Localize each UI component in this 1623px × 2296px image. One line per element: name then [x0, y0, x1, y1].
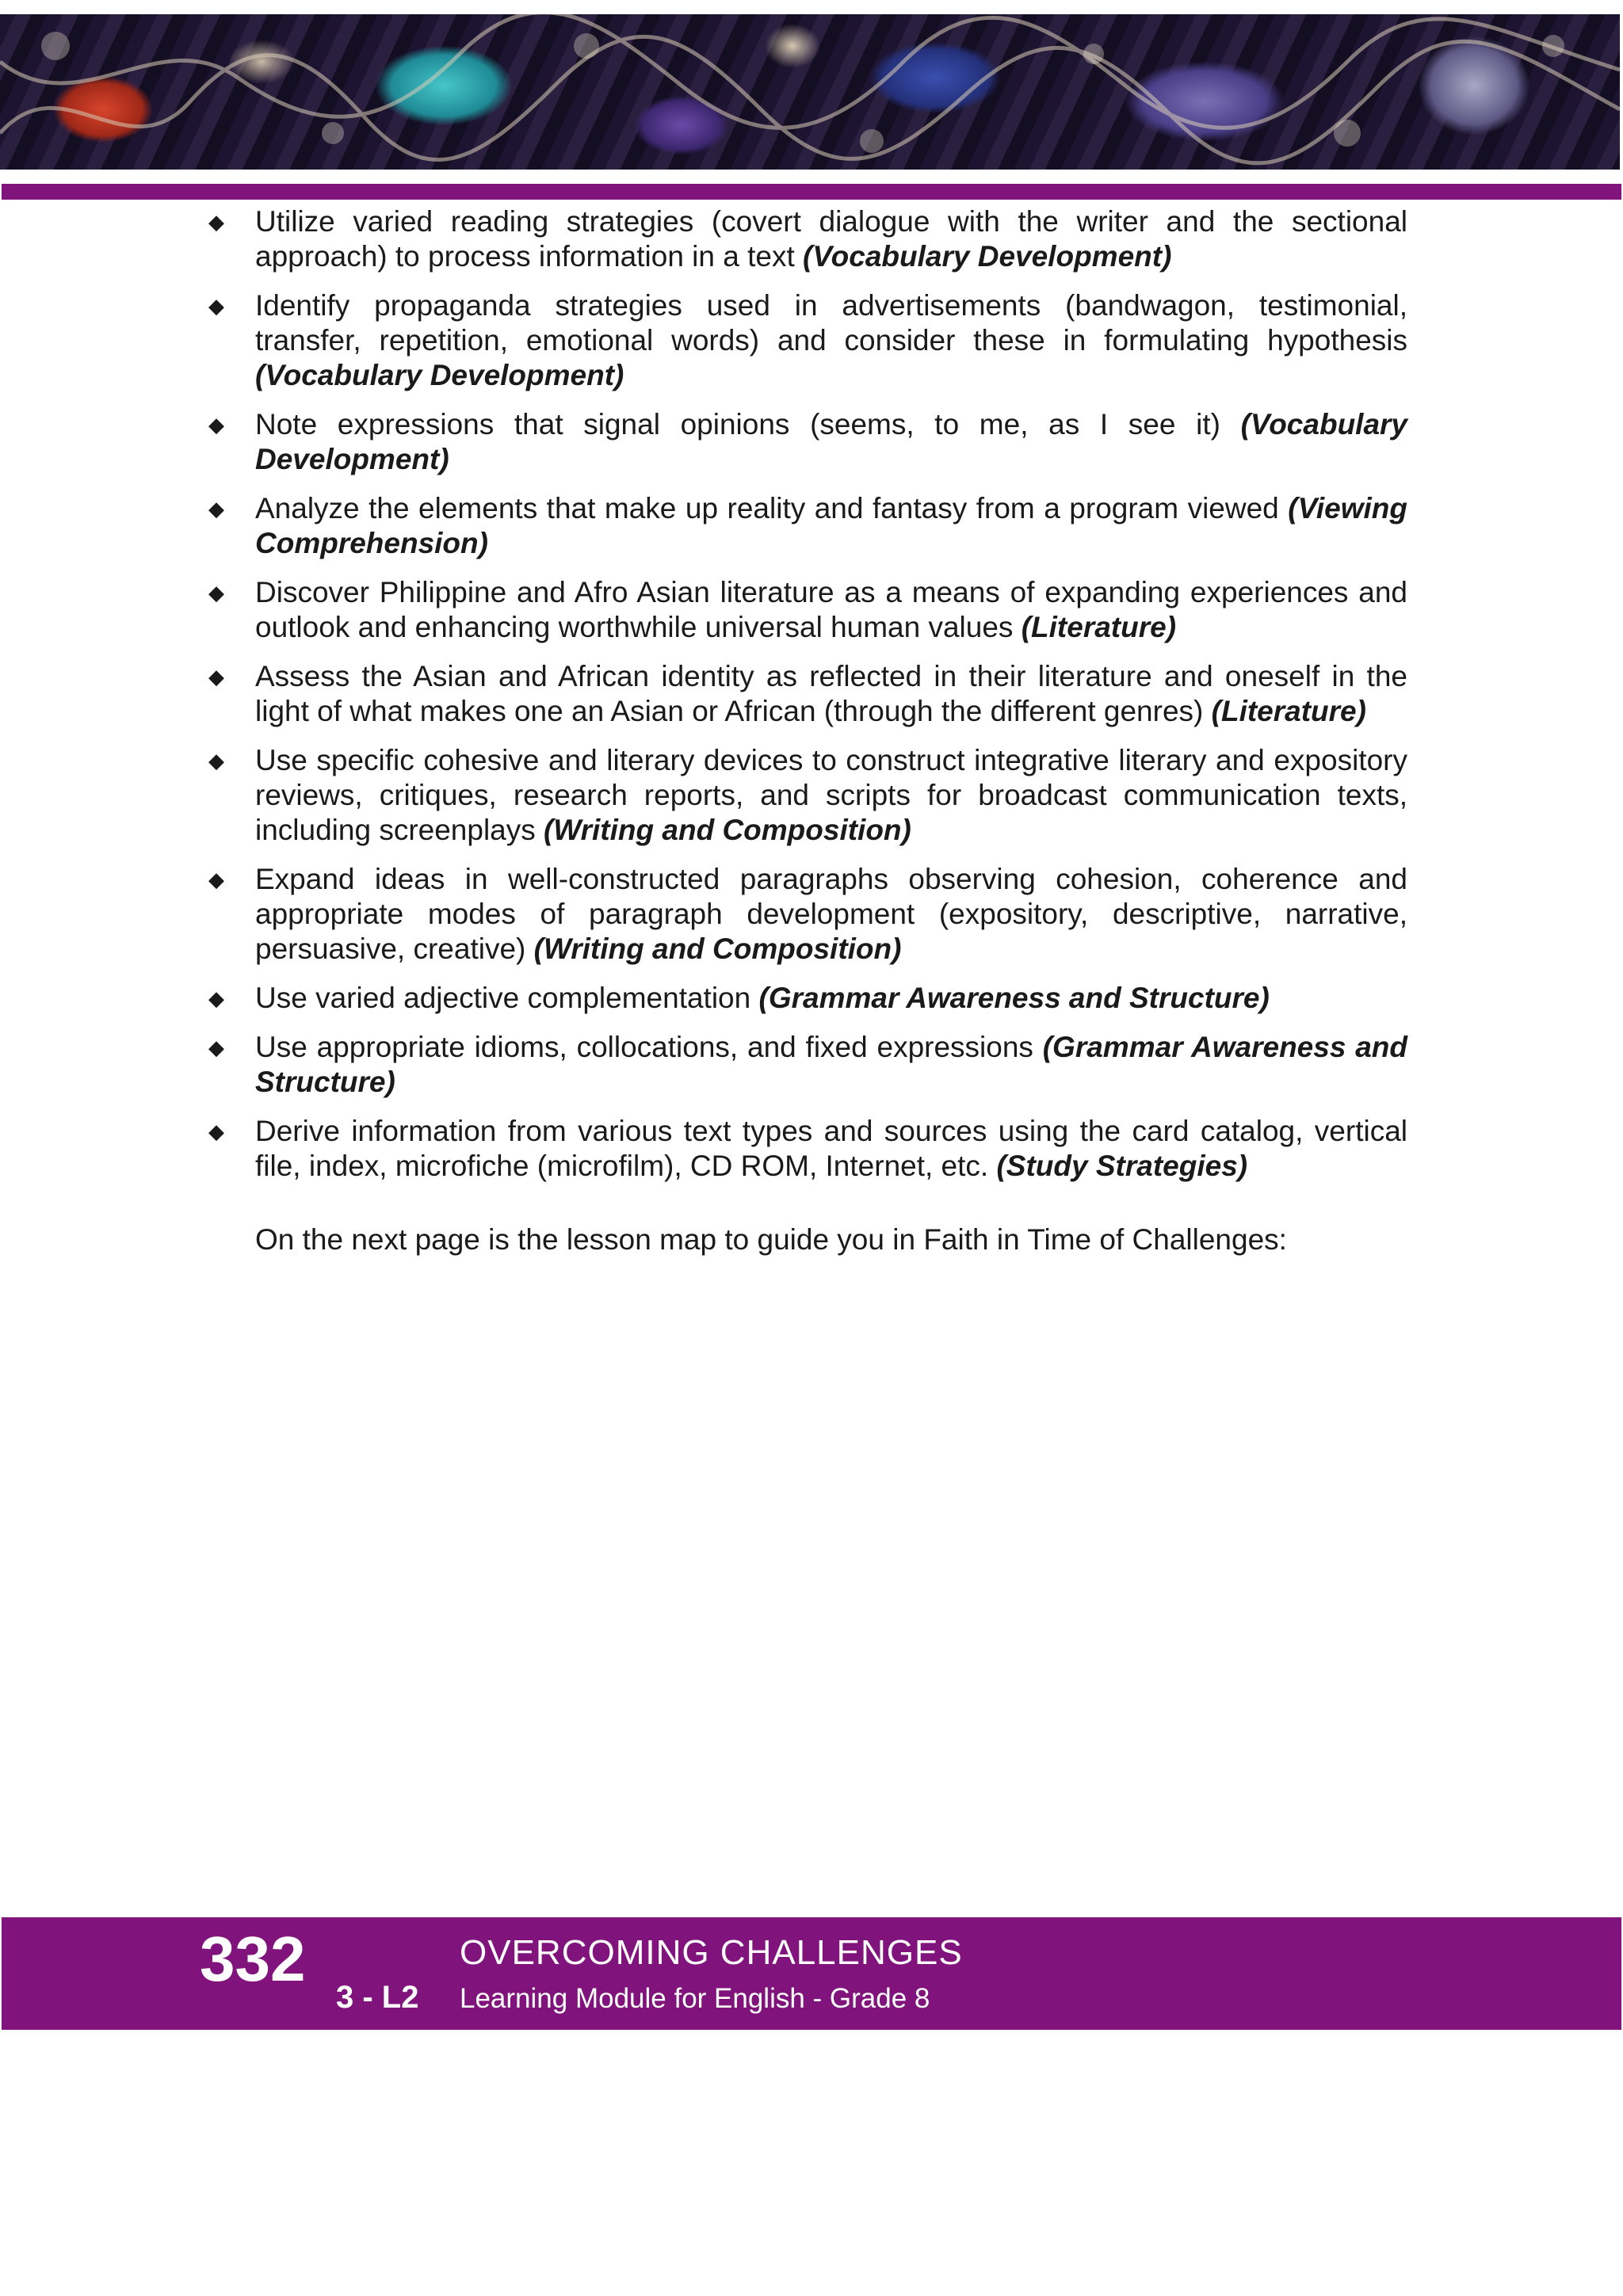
list-item [206, 407, 1407, 477]
list-item [206, 1114, 1407, 1184]
bullet-icon: ◆ [208, 749, 224, 772]
closing-paragraph: On the next page is the lesson map to guide you in Faith in Time of Challenges: [255, 1223, 1287, 1256]
objective-tag: (Literature) [1211, 695, 1366, 727]
header-banner [0, 14, 1620, 170]
bullet-icon: ◆ [208, 1119, 224, 1143]
objective-text: Use appropriate idioms, collocations, and fixed expressions [255, 1031, 1043, 1063]
objective-tag: (Vocabulary Development) [255, 408, 1407, 475]
objective-tag: (Viewing Comprehension) [255, 492, 1407, 559]
footer-subtitle: Learning Module for English - Grade 8 [460, 1983, 930, 2014]
list-item [206, 491, 1407, 561]
objective-text: Use specific cohesive and literary devices to construct integrative literary and expository reviews, critiques, research reports, and scripts for broadcast communication texts, including screenplays [255, 744, 1407, 846]
objective-tag: (Writing and Composition) [544, 814, 911, 846]
objective-tag: (Literature) [1021, 611, 1177, 643]
bullet-icon: ◆ [208, 1035, 224, 1059]
list-item [206, 204, 1407, 274]
objective-text: Assess the Asian and African identity as reflected in their literature and oneself in the light of what makes one an Asian or African (through the different genres) [255, 660, 1407, 727]
header-rule [2, 184, 1621, 200]
objective-tag: (Vocabulary Development) [803, 240, 1172, 273]
objective-text: Use varied adjective complementation [255, 982, 759, 1014]
objective-tag: (Vocabulary Development) [255, 359, 624, 391]
bullet-icon: ◆ [208, 868, 224, 891]
objective-tag: (Study Strategies) [996, 1150, 1248, 1182]
objective-text: Identify propaganda strategies used in advertisements (bandwagon, testimonial, transfer, repetition, emotional words) and consider these in formulating hypothesis [255, 289, 1407, 357]
list-item [206, 288, 1407, 393]
bullet-icon: ◆ [208, 294, 224, 318]
bullet-icon: ◆ [208, 986, 224, 1010]
footer-title: OVERCOMING CHALLENGES [460, 1933, 963, 1972]
objective-tag: (Grammar Awareness and Structure) [255, 1031, 1407, 1098]
module-code: 3 - L2 [336, 1980, 419, 2015]
bullet-icon: ◆ [208, 413, 224, 437]
objectives-list [206, 204, 1407, 1198]
objective-tag: (Writing and Composition) [533, 933, 902, 965]
objective-text: Analyze the elements that make up reality and fantasy from a program viewed [255, 492, 1289, 524]
bullet-icon: ◆ [208, 210, 224, 234]
list-item [206, 575, 1407, 645]
list-item [206, 862, 1407, 967]
list-item [206, 659, 1407, 729]
objective-text: Derive information from various text types and sources using the card catalog, vertical file, index, microfiche (microfilm), CD ROM, Internet, etc. [255, 1115, 1407, 1182]
list-item [206, 1030, 1407, 1100]
list-item [206, 743, 1407, 848]
objective-text: Note expressions that signal opinions (seems, to me, as I see it) [255, 408, 1241, 441]
objective-text: Discover Philippine and Afro Asian literature as a means of expanding experiences and outlook and enhancing worthwhile universal human values [255, 576, 1407, 643]
objective-text: Utilize varied reading strategies (covert dialogue with the writer and the sectional approach) to process information in a text [255, 205, 1407, 273]
bullet-icon: ◆ [208, 665, 224, 688]
bullet-icon: ◆ [208, 581, 224, 605]
objective-text: Expand ideas in well-constructed paragraphs observing cohesion, coherence and appropriate modes of paragraph development (expository, descriptive, narrative, persuasive, creative) [255, 863, 1407, 965]
page-number: 332 [200, 1924, 306, 1994]
list-item [206, 981, 1407, 1016]
bullet-icon: ◆ [208, 497, 224, 521]
banner-pattern [0, 14, 1620, 170]
objective-tag: (Grammar Awareness and Structure) [758, 982, 1270, 1014]
